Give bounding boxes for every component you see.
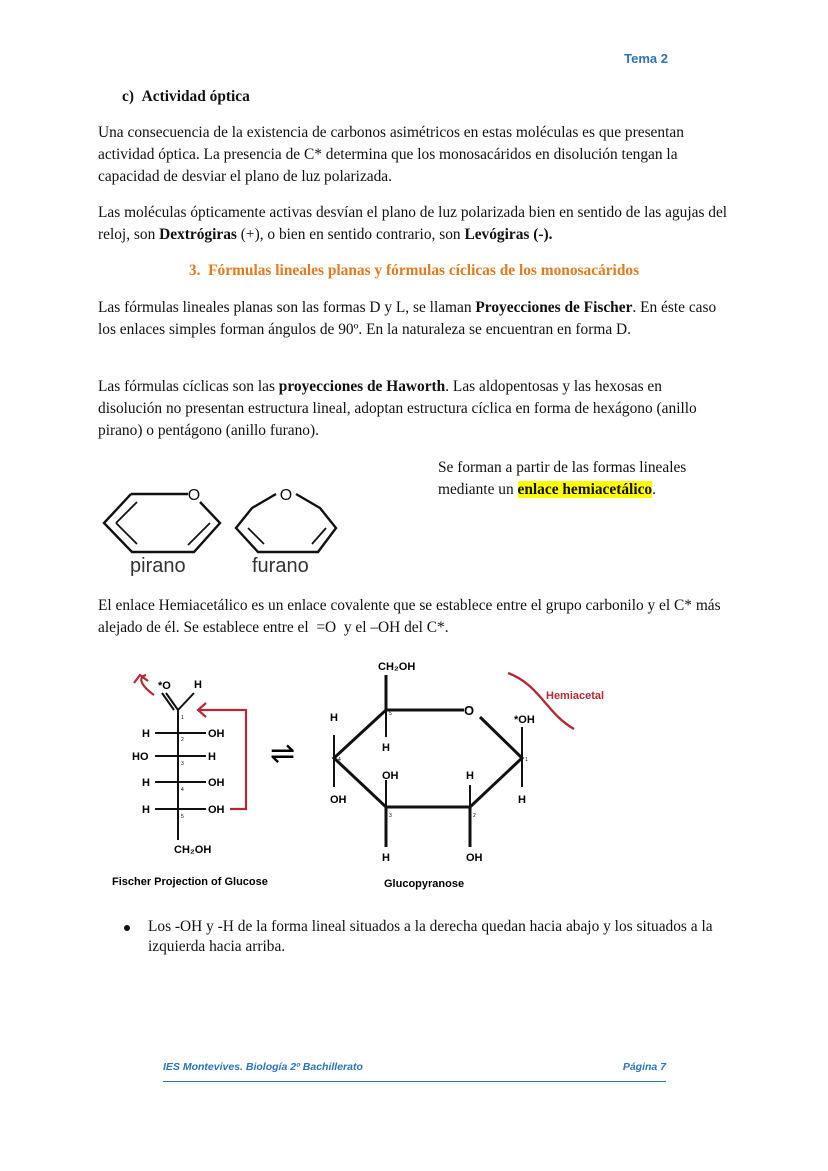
carbon-number: 4 — [181, 787, 184, 793]
footer-school: IES Montevives. Biología 2º Bachillerato — [163, 1061, 363, 1073]
c2-oh: OH — [208, 728, 225, 740]
carbon-number: 5 — [389, 711, 392, 717]
bullet-dot — [124, 925, 130, 931]
haworth-term: proyecciones de Haworth — [278, 378, 446, 395]
text: Las fórmulas lineales planas son las formas D y L, se llaman — [98, 299, 476, 316]
c2-h: H — [142, 728, 150, 740]
carbon-number: 4 — [338, 757, 341, 763]
c6-ch2oh: CH₂OH — [174, 844, 212, 856]
c5-h: H — [142, 804, 150, 816]
text: . Las aldopentosas y las hexosas en disolución no presentan estructura lineal, adoptan estructura cíclica en forma de hexágono (anillo pirano) o pentágono (anillo furano). — [98, 378, 697, 439]
c2-h-up: H — [466, 770, 474, 782]
c4-h: H — [142, 777, 150, 789]
pirano-furano-rings — [96, 476, 340, 580]
furano-label: furano — [252, 555, 309, 577]
dextrogiras-term: Dextrógiras — [159, 226, 237, 243]
c4-h-up: H — [330, 712, 338, 724]
fischer-caption: Fischer Projection of Glucose — [112, 876, 268, 888]
furano-oxygen: O — [279, 487, 293, 504]
text: Las fórmulas cíclicas son las — [98, 378, 279, 395]
carbon-number: 5 — [181, 814, 184, 820]
header-topic: Tema 2 — [624, 51, 668, 66]
equilibrium-arrow: ⇌ — [270, 737, 296, 770]
carbon-number: 2 — [181, 737, 184, 743]
paragraph-haworth — [98, 376, 728, 442]
anomeric-oh: *OH — [514, 714, 535, 726]
c6-ch2oh-ring: CH₂OH — [378, 661, 416, 673]
carbon-number: 2 — [473, 813, 476, 819]
fischer-term: Proyecciones de Fischer — [475, 299, 633, 316]
ring-oxygen: O — [464, 703, 475, 718]
paragraph-hemiacetal-bond: El enlace Hemiacetálico es un enlace covalente que se establece entre el grupo carbonilo y el C* más alejado de él. Se establece entre el =O y el –OH del C*. — [98, 597, 721, 636]
paragraph-dextro-levo — [98, 202, 728, 246]
c4-oh: OH — [208, 777, 225, 789]
pirano-oxygen: O — [187, 487, 201, 504]
carbon-number: 3 — [181, 761, 184, 767]
c2-oh-down: OH — [466, 852, 483, 864]
c3-h-inner: H — [382, 742, 390, 754]
footer-divider — [163, 1081, 666, 1082]
section-c-heading: c) Actividad óptica — [122, 88, 250, 105]
text: (+), o bien en sentido contrario, son — [236, 226, 465, 243]
section-3-heading: 3. Fórmulas lineales planas y fórmulas cíclicas de los monosacáridos — [188, 262, 640, 279]
hemiacetal-label: Hemiacetal — [546, 690, 605, 702]
text: . — [652, 481, 656, 498]
carbon-number: 1 — [181, 715, 184, 721]
anomeric-h: H — [518, 794, 526, 806]
c3-h-down: H — [382, 852, 390, 864]
text: Se forman a partir de las formas lineales mediante un — [438, 459, 687, 498]
c3-oh-inner: OH — [382, 770, 399, 782]
c5-oh: OH — [208, 804, 225, 816]
hemiacetal-highlight: enlace hemiacetálico — [517, 481, 653, 498]
levogiras-term: Levógiras (-). — [464, 226, 553, 243]
paragraph-fischer — [98, 297, 728, 341]
carbonyl-oxygen: *O — [158, 680, 171, 692]
pirano-ring — [104, 494, 220, 552]
c3-h: H — [208, 751, 216, 763]
carbon-number: 1 — [525, 757, 528, 763]
fischer-projection — [112, 675, 268, 888]
bullet-item — [124, 917, 724, 957]
reaction-arrows — [134, 675, 246, 809]
c3-ho: HO — [132, 751, 149, 763]
bullet-text: Los -OH y -H de la forma lineal situados a la derecha quedan hacia abajo y los situados a la izquierda hacia arriba. — [148, 918, 713, 955]
paragraph-hemiacetal-formation — [438, 457, 738, 501]
text: Las moléculas ópticamente activas desvían el plano de luz polarizada bien en sentido de las agujas del reloj, son — [98, 204, 728, 243]
footer-page-number: Página 7 — [622, 1061, 666, 1073]
c4-oh-down: OH — [330, 794, 347, 806]
carbon-number: 3 — [389, 813, 392, 819]
aldehyde-h: H — [194, 679, 202, 691]
text: . En éste caso los enlaces simples forman ángulos de 90º. En la naturaleza se encuentran en forma D. — [98, 299, 717, 338]
pirano-label: pirano — [130, 555, 186, 577]
haworth-caption: Glucopyranose — [384, 878, 465, 890]
haworth-projection — [330, 661, 604, 890]
paragraph-optical-activity: Una consecuencia de la existencia de carbonos asimétricos en estas moléculas es que presentan actividad óptica. La presencia de C* determina que los monosacáridos en disolución tengan la capacidad de desviar el plano de luz polarizada. — [98, 124, 684, 185]
glucose-cyclization-figure — [100, 655, 630, 895]
